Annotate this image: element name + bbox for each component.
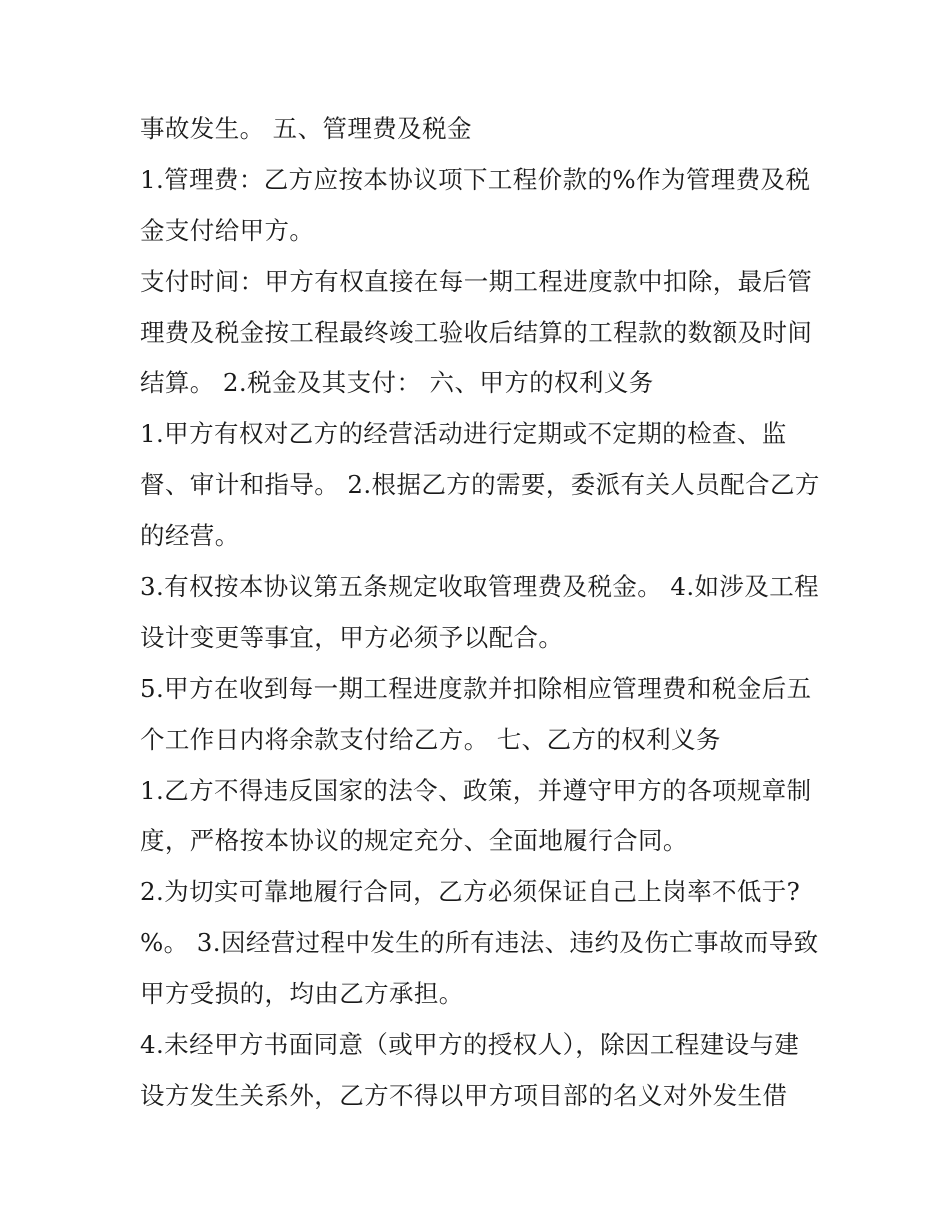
text-line: 4.未经甲方书面同意（或甲方的授权人），除因工程建设与建	[140, 1030, 800, 1060]
text-line: 度，严格按本协议的规定充分、全面地履行合同。	[140, 826, 688, 856]
text-line: 支付时间：甲方有权直接在每一期工程进度款中扣除，最后管	[140, 266, 813, 296]
text-line: 结算。 2.税金及其支付： 六、甲方的权利义务	[140, 368, 654, 398]
text-line: 1.管理费：乙方应按本协议项下工程价款的%作为管理费及税	[140, 164, 811, 194]
text-line: 理费及税金按工程最终竣工验收后结算的工程款的数额及时间	[140, 317, 813, 347]
text-line: 设方发生关系外，乙方不得以甲方项目部的名义对外发生借	[140, 1080, 788, 1110]
text-line: 1.乙方不得违反国家的法令、政策，并遵守甲方的各项规章制	[140, 775, 812, 805]
text-line: 5.甲方在收到每一期工程进度款并扣除相应管理费和税金后五	[140, 673, 812, 703]
document-body	[140, 104, 820, 1122]
text-line: 甲方受损的，均由乙方承担。	[140, 979, 464, 1009]
text-line: 个工作日内将余款支付给乙方。 七、乙方的权利义务	[140, 724, 721, 754]
text-line: 设计变更等事宜，甲方必须予以配合。	[140, 622, 564, 652]
text-line: 1.甲方有权对乙方的经营活动进行定期或不定期的检查、监	[140, 419, 787, 449]
text-line: 金支付给甲方。	[140, 215, 315, 245]
text-line: 3.有权按本协议第五条规定收取管理费及税金。 4.如涉及工程	[140, 572, 820, 602]
text-line: 的经营。	[140, 521, 240, 551]
text-line: 2.为切实可靠地履行合同，乙方必须保证自己上岗率不低于?	[140, 877, 801, 907]
text-line: 事故发生。 五、管理费及税金	[140, 114, 472, 143]
text-line: %。 3.因经营过程中发生的所有违法、违约及伤亡事故而导致	[140, 928, 819, 958]
text-line: 督、审计和指导。 2.根据乙方的需要，委派有关人员配合乙方	[140, 470, 820, 500]
